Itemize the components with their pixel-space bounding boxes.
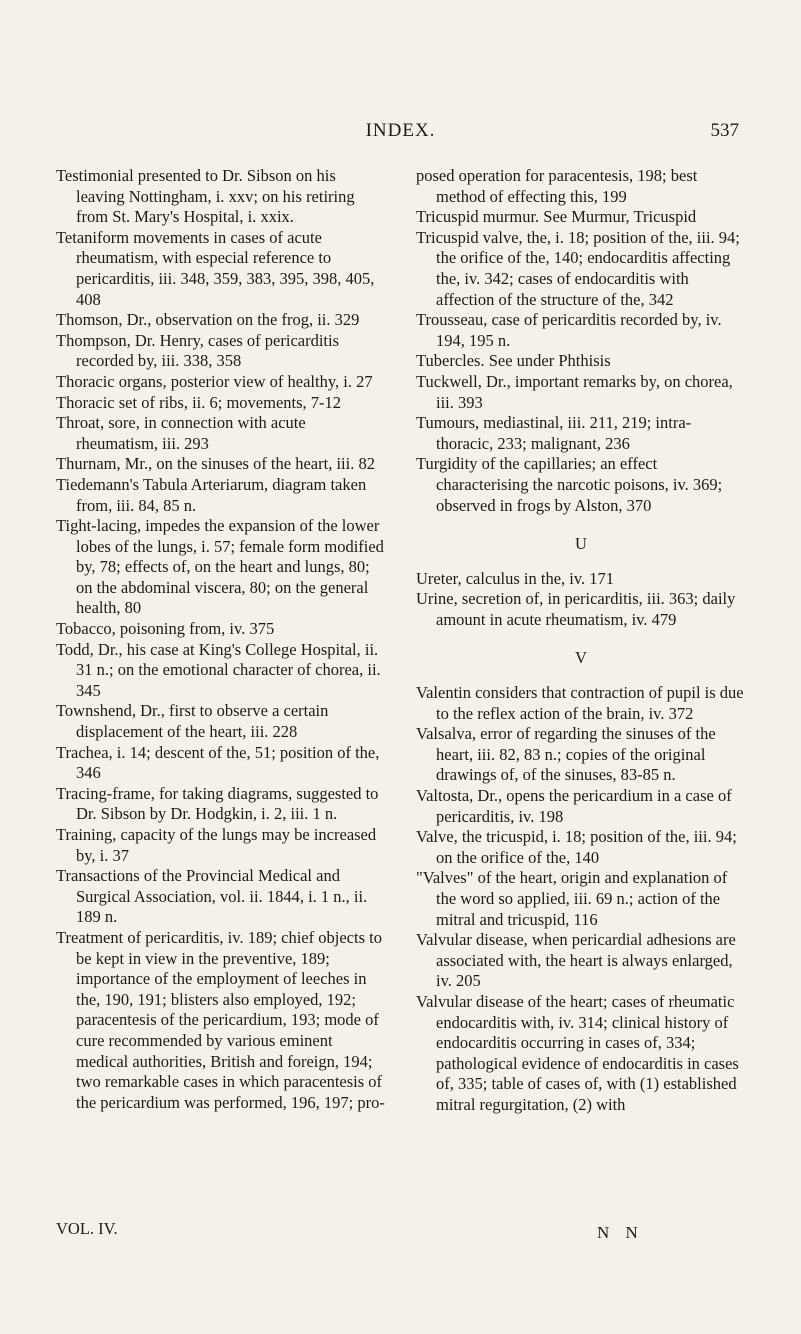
volume-label: VOL. IV.: [56, 1219, 118, 1238]
left-column: [56, 166, 386, 1113]
index-entry: "Valves" of the heart, origin and explanation of the word so applied, iii. 69 n.; action of the mitral and tricuspid, 116: [416, 868, 728, 929]
index-entry: Valve, the tricuspid, i. 18; position of the, iii. 94; on the orifice of the, 140: [416, 827, 737, 867]
section-letter-v: V: [575, 648, 587, 668]
index-entry: Turgidity of the capillaries; an effect characterising the narcotic poisons, iv. 369; observed in frogs by Alston, 370: [416, 454, 723, 515]
index-entry: Trousseau, case of pericarditis recorded by, iv. 194, 195 n.: [416, 310, 722, 350]
index-entry: Valvular disease of the heart; cases of rheumatic endocarditis with, iv. 314; clinical history of endocarditis occurring in cases of, 334; pathological evidence of endocarditis in cases of, 335; table of cases of, with (1) established mitral regurgitation, (2) with: [416, 991, 739, 1114]
index-entry: Tiedemann's Tabula Arteriarum, diagram taken from, iii. 84, 85 n.: [56, 474, 367, 515]
index-entry: Testimonial presented to Dr. Sibson on his leaving Nottingham, i. xxv; on his retiring from St. Mary's Hospital, i. xxix.: [56, 166, 355, 227]
index-entry: Thoracic set of ribs, ii. 6; movements, 7-12: [56, 392, 342, 412]
index-entry: Transactions of the Provincial Medical and Surgical Association, vol. ii. 1844, i. 1 n., ii. 189 n.: [56, 866, 368, 927]
index-entry: Thompson, Dr. Henry, cases of pericarditis recorded by, iii. 338, 358: [56, 330, 340, 371]
index-entry: Trachea, i. 14; descent of the, 51; position of the, 346: [56, 742, 380, 783]
section-letter-u: U: [575, 534, 587, 554]
index-entry: Tracing-frame, for taking diagrams, suggested to Dr. Sibson by Dr. Hodgkin, i. 2, iii. 1 n.: [56, 783, 379, 824]
index-entry: Tumours, mediastinal, iii. 211, 219; intra-thoracic, 233; malignant, 236: [416, 413, 692, 453]
index-entry: Tobacco, poisoning from, iv. 375: [56, 619, 275, 639]
index-entry: Training, capacity of the lungs may be increased by, i. 37: [56, 825, 377, 865]
index-entry: Valentin considers that contraction of pupil is due to the reflex action of the brain, iv. 372: [416, 683, 744, 723]
index-entry: Valtosta, Dr., opens the pericardium in a case of pericarditis, iv. 198: [416, 786, 732, 826]
running-header-title: INDEX.: [365, 120, 436, 141]
index-entry: Tricuspid valve, the, i. 18; position of the, iii. 94; the orifice of the, 140; endocarditis affecting the, iv. 342; cases of endocarditis with affection of the structure of the, 342: [416, 227, 740, 309]
index-entry: Thurnam, Mr., on the sinuses of the heart, iii. 82: [56, 454, 375, 474]
index-entry: Tuckwell, Dr., important remarks by, on chorea, iii. 393: [416, 371, 733, 412]
index-entry: Tricuspid murmur. See Murmur, Tricuspid: [416, 207, 697, 227]
index-entry: Throat, sore, in connection with acute rheumatism, iii. 293: [56, 413, 306, 453]
index-entry: Urine, secretion of, in pericarditis, iii. 363; daily amount in acute rheumatism, iv. 479: [416, 589, 736, 629]
index-entry: Townshend, Dr., first to observe a certain displacement of the heart, iii. 228: [56, 701, 329, 742]
index-entry: Tubercles. See under Phthisis: [416, 351, 611, 371]
index-entry: posed operation for paracentesis, 198; best method of effecting this, 199: [416, 166, 698, 206]
signature-mark: N N: [597, 1223, 644, 1242]
index-entry: Tetaniform movements in cases of acute rheumatism, with especial reference to pericarditis, iii. 348, 359, 383, 395, 398, 405, 408: [56, 227, 375, 309]
index-entry: Thoracic organs, posterior view of healthy, i. 27: [56, 371, 373, 391]
index-entry: Treatment of pericarditis, iv. 189; chief objects to be kept in view in the preventive, 189; importance of the employment of leeches in the, 190, 191; blisters also employed, 192; paracentesis of the pericardium, 193; mode of cure recommended by various eminent medical authorities, British and foreign, 194; two remarkable cases in which paracentesis of the pericardium was performed, 196, 197; pro-: [56, 927, 385, 1112]
index-entry: Ureter, calculus in the, iv. 171: [416, 568, 615, 588]
index-entry: Todd, Dr., his case at King's College Hospital, ii. 31 n.; on the emotional character of chorea, ii. 345: [56, 639, 381, 700]
index-entry: Valsalva, error of regarding the sinuses of the heart, iii. 82, 83 n.; copies of the original drawings of, of the sinuses, 83-85 n.: [416, 724, 716, 785]
page-number: 537: [710, 120, 739, 141]
index-entry: Thomson, Dr., observation on the frog, ii. 329: [56, 310, 360, 330]
index-entry: Tight-lacing, impedes the expansion of the lower lobes of the lungs, i. 57; female form modified by, 78; effects of, on the heart and lungs, 80; on the abdominal viscera, 80; on the general health, 80: [56, 516, 384, 618]
index-entry: Valvular disease, when pericardial adhesions are associated with, the heart is always enlarged, iv. 205: [416, 930, 736, 991]
right-column: [416, 166, 746, 1116]
